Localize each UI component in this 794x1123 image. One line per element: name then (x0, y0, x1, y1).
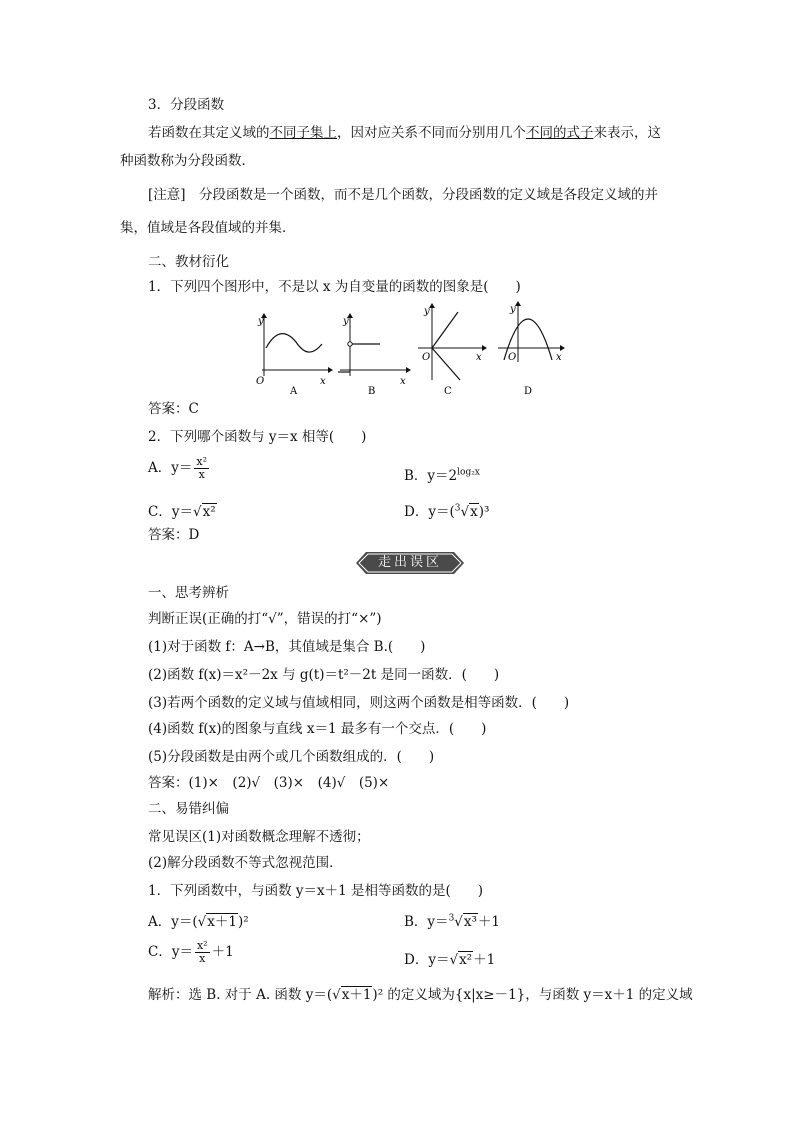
option-a: A．y＝(√x＋1)² (148, 914, 249, 930)
judge-answers: 答案：(1)× (2)√ (3)× (4)√ (5)× (148, 775, 390, 791)
question-1: 1．下列四个图形中，不是以 x 为自变量的函数的图象是( ) (148, 279, 521, 295)
text: )² 的定义域为{x|x≥－1}，与函数 y＝x＋1 的定义域 (372, 987, 693, 1003)
option-prefix: B．y＝ (404, 914, 449, 930)
judge-item: (5)分段函数是由两个或几个函数组成的．( ) (148, 749, 435, 765)
denominator: x (199, 952, 206, 965)
section-heading: 二、教材衍化 (148, 254, 229, 270)
root-index: 3 (454, 503, 461, 514)
axis-x-label: x (400, 376, 406, 387)
option-prefix: D．y＝ (404, 952, 450, 968)
answer-1: 答案：C (148, 401, 199, 417)
figure-label: B (368, 386, 376, 396)
numerator: x² (196, 455, 208, 468)
figure-label: A (290, 386, 298, 396)
exponent: log₂x (457, 467, 480, 478)
text: 若函数在其定义域的 (148, 125, 270, 141)
figure-label: D (524, 386, 533, 396)
option-prefix: A．y＝( (148, 914, 198, 930)
radicand: x＋1 (341, 987, 372, 1003)
radicand: x＋1 (207, 914, 237, 930)
root-index: 3 (448, 913, 455, 924)
paragraph-cont: 种函数称为分段函数． (120, 153, 255, 169)
option-prefix: B．y＝2 (404, 468, 458, 484)
judge-item: (3)若两个函数的定义域与值域相同，则这两个函数是相等函数．( ) (148, 695, 570, 711)
instruction: 判断正误(正确的打“√”，错误的打“×”) (148, 611, 382, 627)
underlined-text: 不同子集上 (269, 125, 337, 141)
axis-y-label: y (424, 306, 430, 317)
graph-c (414, 300, 494, 396)
axis-y-label: y (510, 304, 516, 315)
section-heading: 一、思考辨析 (148, 585, 229, 601)
radicand: x² (202, 504, 216, 520)
radicand: x³ (463, 914, 477, 930)
axis-y-label: y (258, 316, 264, 327)
option-suffix: )³ (478, 504, 490, 520)
option-b: B．y＝$^3$√x³＋1 (404, 913, 501, 930)
graph-b (336, 310, 416, 396)
question-1: 1．下列函数中，与函数 y＝x＋1 是相等函数的是( ) (148, 883, 484, 899)
section-heading: 二、易错纠偏 (148, 801, 229, 817)
underlined-text: 不同的式子 (526, 125, 594, 141)
option-b (404, 464, 480, 484)
option-prefix: C．y＝ (148, 944, 193, 960)
axis-y-label: y (343, 316, 349, 327)
text: ，因对应关系不同而分别用几个 (337, 125, 526, 141)
option-d: D．y＝√x²＋1 (404, 952, 496, 968)
solution: 解析：选 B. 对于 A. 函数 y＝(√x＋1)² 的定义域为{x|x≥－1}，与函数 y＝x＋1 的定义域 (148, 987, 693, 1003)
option-prefix: C．y＝ (148, 504, 193, 520)
paragraph (148, 124, 661, 142)
option-suffix: ＋1 (211, 944, 234, 960)
fraction (194, 456, 209, 481)
option-c: C．y＝√x² (148, 504, 216, 520)
origin-label: O (508, 352, 517, 363)
text: 来表示，这 (593, 125, 661, 141)
option-d: D．y＝($^3$√x)³ (404, 503, 490, 520)
origin-label: O (256, 376, 265, 387)
common-mistake: (2)解分段函数不等式忽视范围． (148, 855, 343, 871)
option-suffix: )² (237, 914, 249, 930)
question-2: 2．下列哪个函数与 y＝x 相等( ) (148, 429, 367, 445)
graph-d (494, 300, 574, 396)
note-cont: 集，值域是各段值域的并集． (120, 220, 296, 236)
radicand: x (470, 504, 478, 520)
option-prefix: D．y＝( (404, 504, 455, 520)
option-suffix: ＋1 (477, 914, 501, 930)
figure-label: C (444, 386, 452, 396)
numerator: x² (196, 939, 208, 952)
denominator: x (198, 468, 205, 481)
graph-a (254, 310, 334, 396)
axis-x-label: x (556, 352, 562, 363)
section-banner (356, 552, 464, 574)
option-a (148, 456, 211, 481)
radicand: x² (459, 952, 473, 968)
judge-item: (1)对于函数 f：A→B，其值域是集合 B.( ) (148, 639, 426, 655)
origin-label: O (422, 352, 431, 363)
judge-item: (4)函数 f(x)的图象与直线 x＝1 最多有一个交点．( ) (148, 721, 487, 737)
common-mistake: 常见误区(1)对函数概念理解不透彻； (148, 829, 370, 845)
note: [注意] 分段函数是一个函数，而不是几个函数，分段函数的定义域是各段定义域的并 (148, 187, 659, 203)
banner-label: 走出误区 (377, 555, 442, 570)
fraction (195, 940, 210, 965)
judge-item: (2)函数 f(x)＝x²－2x 与 g(t)＝t²－2t 是同一函数．( ) (148, 667, 500, 683)
option-suffix: ＋1 (473, 952, 496, 968)
axis-x-label: x (320, 376, 326, 387)
answer-2: 答案：D (148, 527, 200, 543)
section-heading: 3．分段函数 (148, 97, 225, 113)
text: 解析：选 B. 对于 A. 函数 y＝( (148, 987, 333, 1003)
option-c (148, 940, 234, 965)
option-prefix: A．y＝ (148, 460, 193, 476)
axis-x-label: x (476, 352, 482, 363)
